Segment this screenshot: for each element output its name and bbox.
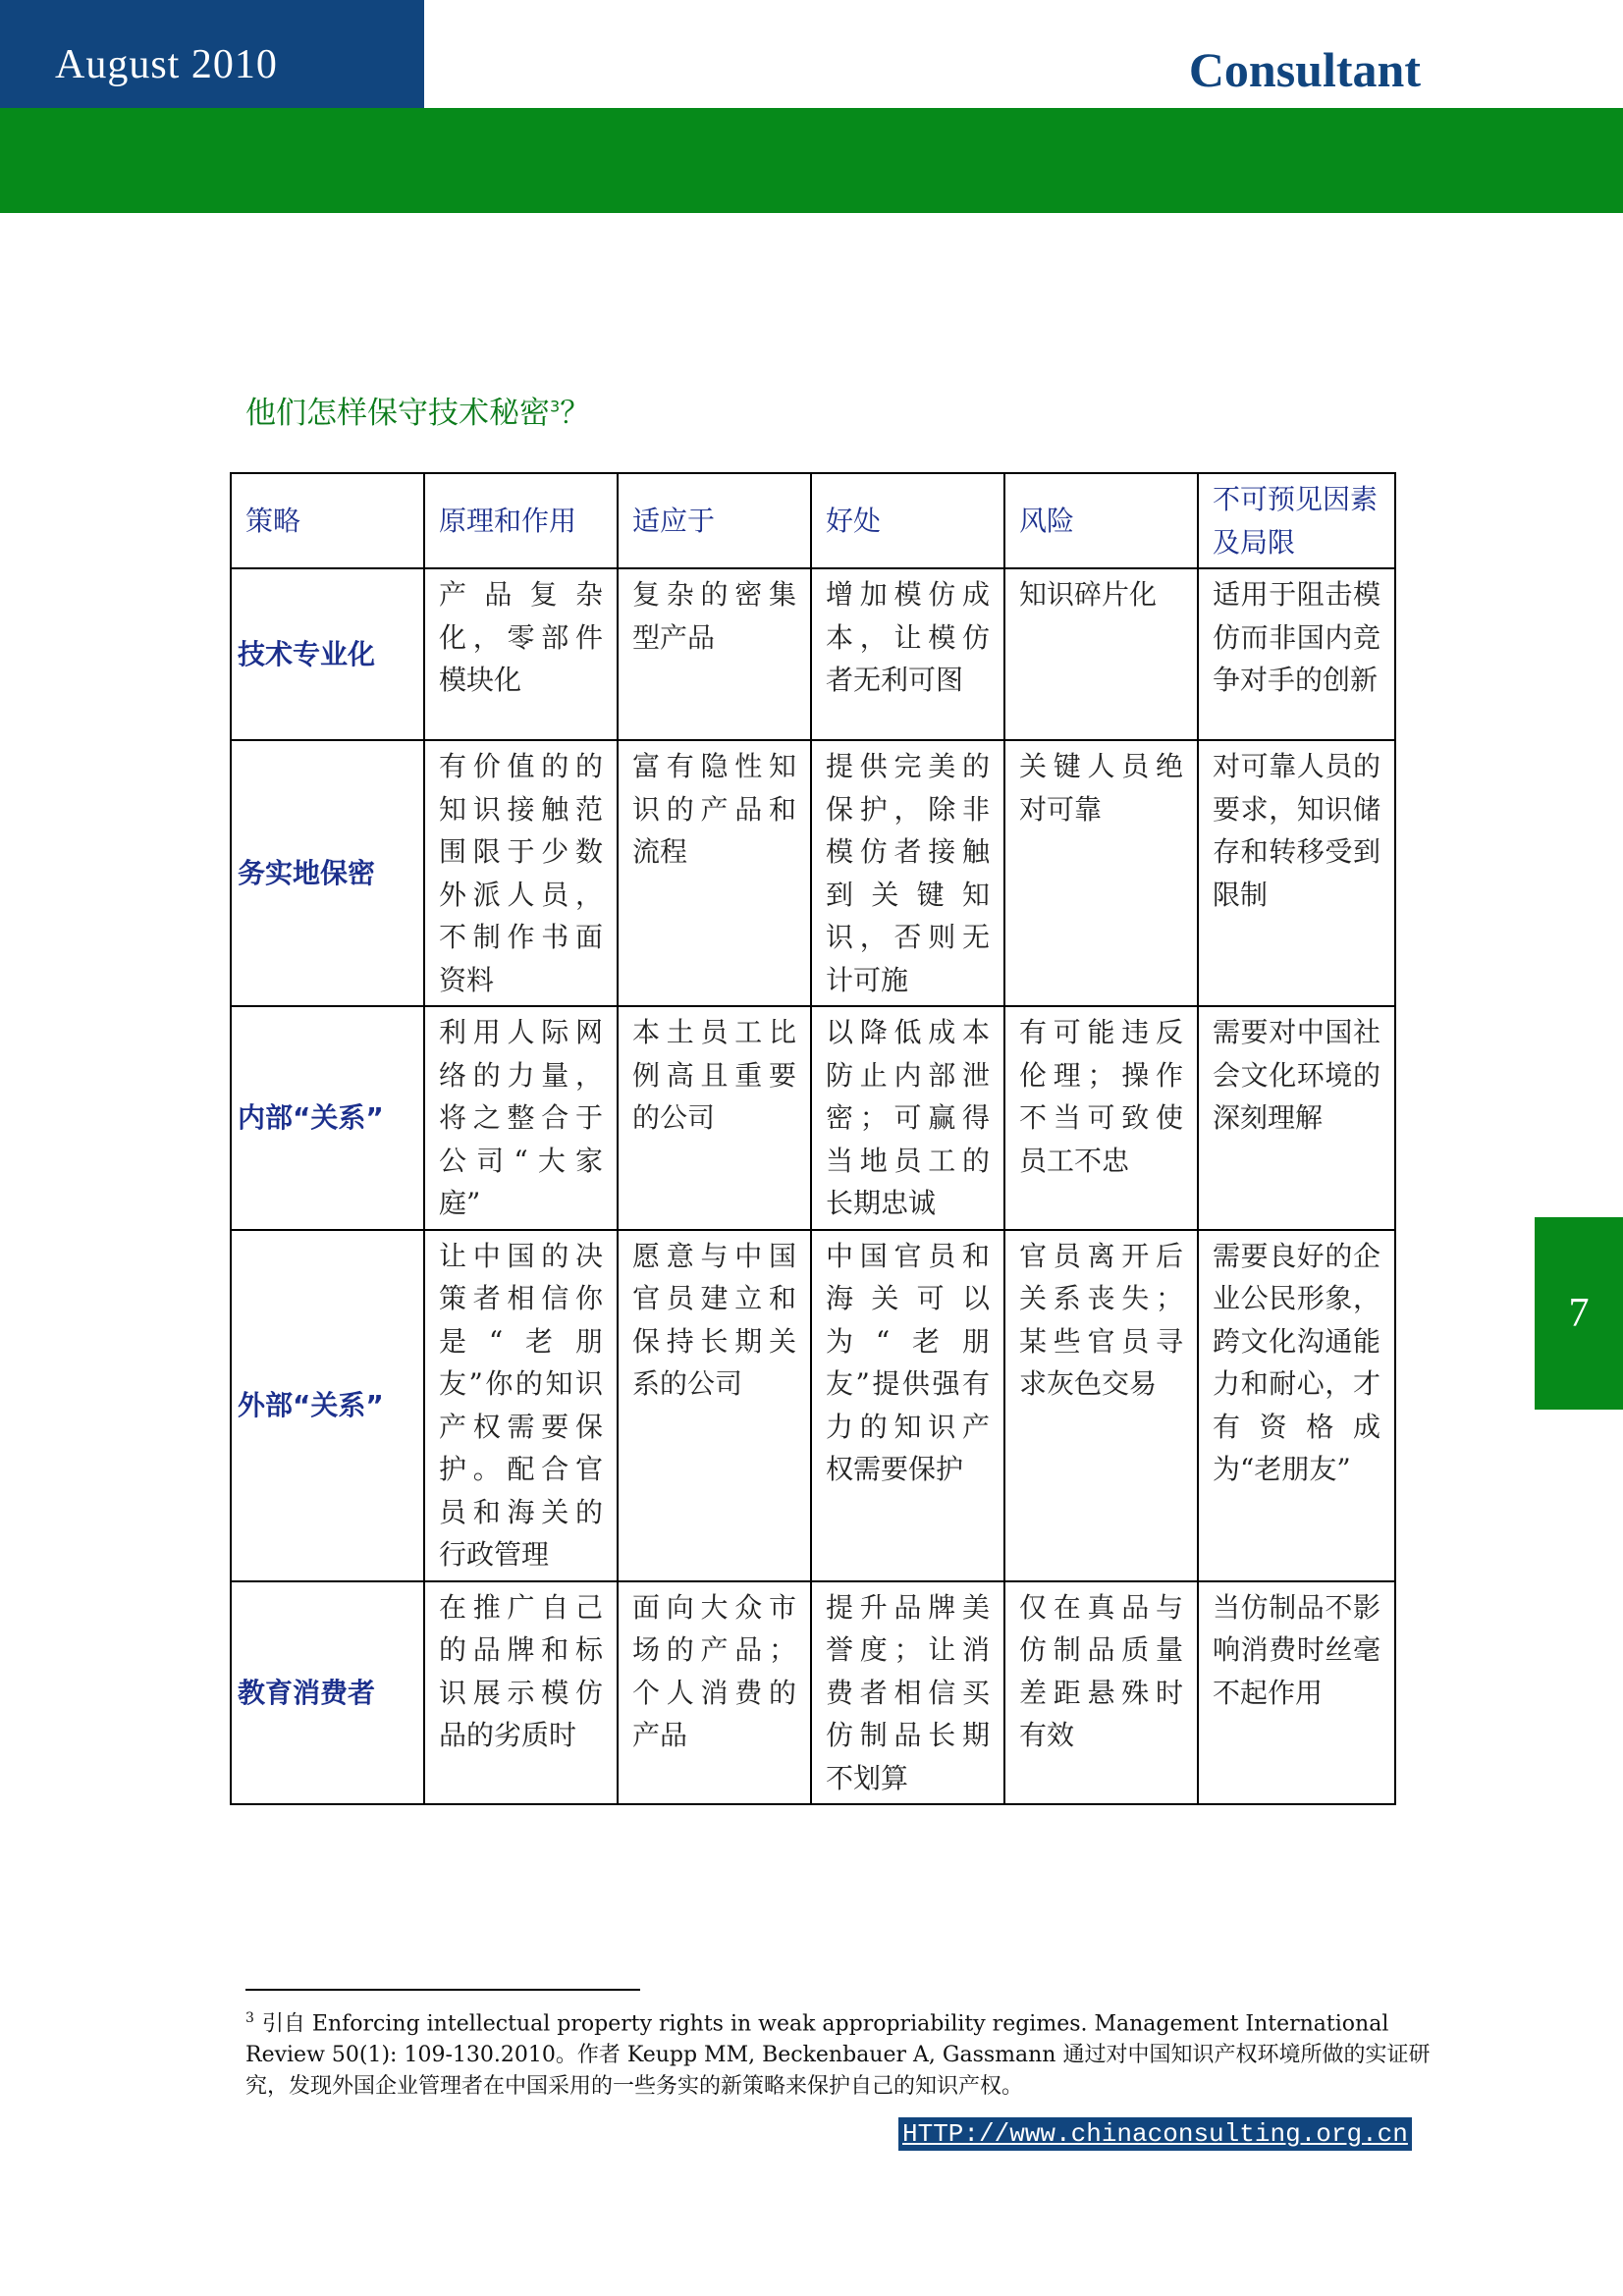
row-header: 外部“关系” <box>231 1230 424 1581</box>
footer-url-link[interactable]: HTTP://www.chinaconsulting.org.cn <box>898 2117 1412 2151</box>
table-cell: 复杂的密集型产品 <box>618 568 811 740</box>
section-heading-suffix: ？ <box>560 396 591 431</box>
column-header-limitations: 不可预见因素及局限 <box>1198 473 1395 568</box>
table-cell: 中国官员和海关可以为“老朋友”提供强有力的知识产权需要保护 <box>811 1230 1004 1581</box>
table-cell: 适用于阻击模仿而非国内竞争对手的创新 <box>1198 568 1395 740</box>
column-header-risks: 风险 <box>1004 473 1198 568</box>
column-header-applicable: 适应于 <box>618 473 811 568</box>
table-cell: 富有隐性知识的产品和流程 <box>618 740 811 1006</box>
table-row <box>231 1230 1395 1581</box>
footnote-number: 3 <box>245 2010 254 2026</box>
section-heading-text: 他们怎样保守技术秘密 <box>245 396 550 431</box>
table-cell: 面向大众市场的产品；个人消费的产品 <box>618 1581 811 1805</box>
table-cell: 以降低成本防止内部泄密；可赢得当地员工的长期忠诚 <box>811 1006 1004 1230</box>
row-header: 技术专业化 <box>231 568 424 740</box>
column-header-benefits: 好处 <box>811 473 1004 568</box>
header-date: August 2010 <box>55 42 278 87</box>
row-header: 教育消费者 <box>231 1581 424 1805</box>
footnote-divider <box>245 1989 640 1991</box>
table-cell: 提升品牌美誉度；让消费者相信买仿制品长期不划算 <box>811 1581 1004 1805</box>
footnote <box>245 2002 1463 2103</box>
table-row <box>231 1581 1395 1805</box>
table-cell: 愿意与中国官员建立和保持长期关系的公司 <box>618 1230 811 1581</box>
table-cell: 官员离开后关系丧失；某些官员寻求灰色交易 <box>1004 1230 1198 1581</box>
section-heading <box>245 388 590 432</box>
header-brand-title: Consultant <box>1188 42 1421 97</box>
table-cell: 需要对中国社会文化环境的深刻理解 <box>1198 1006 1395 1230</box>
table-header-row <box>231 473 1395 568</box>
column-header-principle: 原理和作用 <box>424 473 618 568</box>
table-cell: 知识碎片化 <box>1004 568 1198 740</box>
header-green-band <box>0 108 1623 213</box>
column-header-strategy: 策略 <box>231 473 424 568</box>
table-cell: 增加模仿成本，让模仿者无利可图 <box>811 568 1004 740</box>
table-cell: 有价值的的知识接触范围限于少数外派人员，不制作书面资料 <box>424 740 618 1006</box>
table-cell: 提供完美的保护，除非模仿者接触到关键知识，否则无计可施 <box>811 740 1004 1006</box>
row-header: 务实地保密 <box>231 740 424 1006</box>
table-cell: 当仿制品不影响消费时丝毫不起作用 <box>1198 1581 1395 1805</box>
table-row <box>231 740 1395 1006</box>
row-header: 内部“关系” <box>231 1006 424 1230</box>
table-cell: 利用人际网络的力量，将之整合于公司“大家庭” <box>424 1006 618 1230</box>
strategy-table <box>230 472 1396 1805</box>
table-cell: 仅在真品与仿制品质量差距悬殊时有效 <box>1004 1581 1198 1805</box>
table-cell: 关键人员绝对可靠 <box>1004 740 1198 1006</box>
table-cell: 产品复杂化，零部件模块化 <box>424 568 618 740</box>
table-row <box>231 568 1395 740</box>
footnote-text: 引自 Enforcing intellectual property rights in weak appropriability regimes. Management International Review 50(1): 109-130.2010。作者 Keupp MM, Beckenbauer A, Gassmann 通过对中国知识产权环境所做的实证研究，发现外国企业管理者在中国采用的一些务实的新策略来保护自己的知识产权。 <box>245 2011 1431 2100</box>
footnote-ref[interactable]: 3 <box>550 397 561 416</box>
table-cell: 有可能违反伦理；操作不当可致使员工不忠 <box>1004 1006 1198 1230</box>
table-cell: 在推广自己的品牌和标识展示模仿品的劣质时 <box>424 1581 618 1805</box>
page-number-tab <box>1535 1217 1623 1410</box>
table-cell: 需要良好的企业公民形象，跨文化沟通能力和耐心，才有资格成为“老朋友” <box>1198 1230 1395 1581</box>
table-row <box>231 1006 1395 1230</box>
table-cell: 本土员工比例高且重要的公司 <box>618 1006 811 1230</box>
table-cell: 对可靠人员的要求，知识储存和转移受到限制 <box>1198 740 1395 1006</box>
page-number: 7 <box>1568 1291 1590 1336</box>
table-cell: 让中国的决策者相信你是“老朋友”你的知识产权需要保护。配合官员和海关的行政管理 <box>424 1230 618 1581</box>
